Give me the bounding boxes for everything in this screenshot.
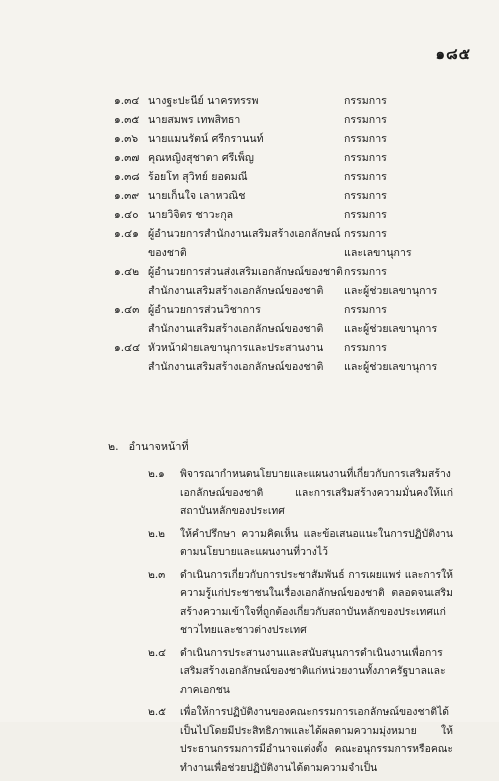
member-role bbox=[344, 225, 444, 263]
member-role-line: และผู้ช่วยเลขานุการ bbox=[344, 361, 438, 373]
member-name bbox=[148, 92, 344, 111]
section-heading bbox=[108, 438, 189, 455]
member-role-line: กรรมการ bbox=[344, 152, 387, 164]
member-role bbox=[344, 187, 444, 206]
member-name-line: นายเก็นใจ เลาหวณิช bbox=[148, 190, 246, 202]
member-row bbox=[114, 263, 444, 301]
duty-item bbox=[148, 566, 453, 640]
duty-list bbox=[148, 465, 453, 781]
member-role bbox=[344, 168, 444, 187]
member-number: ๑.๓๕ bbox=[114, 114, 140, 126]
member-role-line: กรรมการ bbox=[344, 304, 387, 316]
member-row bbox=[114, 168, 444, 187]
duty-number: ๒.๒ bbox=[148, 527, 166, 540]
member-name bbox=[148, 339, 344, 377]
member-name-line: นายสมพร เทพสิทธา bbox=[148, 114, 241, 126]
duty-item bbox=[148, 644, 453, 700]
member-row bbox=[114, 92, 444, 111]
member-role-line: และเลขานุการ bbox=[344, 247, 412, 259]
duty-item bbox=[148, 465, 453, 521]
member-name bbox=[148, 225, 344, 263]
member-number: ๑.๓๖ bbox=[114, 133, 139, 145]
member-name bbox=[148, 301, 344, 339]
member-role-line: กรรมการ bbox=[344, 133, 387, 145]
duty-item bbox=[148, 525, 453, 562]
member-number: ๑.๔๓ bbox=[114, 304, 140, 316]
member-name-line: นายวิจิตร ชาวะกุล bbox=[148, 209, 234, 221]
member-number: ๑.๔๔ bbox=[114, 342, 141, 354]
member-row bbox=[114, 111, 444, 130]
member-role-line: กรรมการ bbox=[344, 342, 387, 354]
duty-number: ๒.๔ bbox=[148, 646, 167, 659]
member-row bbox=[114, 149, 444, 168]
member-role-line: และผู้ช่วยเลขานุการ bbox=[344, 285, 438, 297]
member-name bbox=[148, 206, 344, 225]
duty-item bbox=[148, 703, 453, 777]
member-name bbox=[148, 263, 344, 301]
member-name-line: คุณหญิงสุชาดา ศรีเพ็ญ bbox=[148, 152, 254, 164]
duty-text: ดำเนินการเกี่ยวกับการประชาสัมพันธ์ การเผยแพร่ และการให้ความรู้แก่ประชาชนในเรื่องเอกลักษณ์ของชาติ ตลอดจนเสริมสร้างความเข้าใจที่ถูกต้องเกี่ยวกับสถาบันหลักของประเทศแก่ชาวไทยและชาวต่างประเทศ bbox=[180, 568, 453, 636]
member-role bbox=[344, 92, 444, 111]
member-number: ๑.๓๘ bbox=[114, 171, 140, 183]
member-role bbox=[344, 206, 444, 225]
member-role-line: กรรมการ bbox=[344, 190, 387, 202]
member-number: ๑.๔๑ bbox=[114, 228, 139, 240]
member-list bbox=[114, 92, 444, 377]
member-name-line: หัวหน้าฝ่ายเลขานุการและประสานงาน bbox=[148, 342, 324, 354]
member-role bbox=[344, 339, 444, 377]
section-title: อำนาจหน้าที่ bbox=[128, 440, 189, 453]
member-name-line: สำนักงานเสริมสร้างเอกลักษณ์ของชาติ bbox=[148, 323, 324, 335]
member-name-line: ของชาติ bbox=[148, 247, 187, 259]
duty-text: ดำเนินการประสานงานและสนับสนุนการดำเนินงานเพื่อการเสริมสร้างเอกลักษณ์ของชาติแก่หน่วยงานทั้งภาครัฐบาลและภาคเอกชน bbox=[180, 646, 446, 696]
member-row bbox=[114, 339, 444, 377]
member-role-line: กรรมการ bbox=[344, 209, 387, 221]
member-name bbox=[148, 111, 344, 130]
duty-text: พิจารณากำหนดนโยบายและแผนงานที่เกี่ยวกับการเสริมสร้างเอกลักษณ์ของชาติ และการเสริมสร้างความมั่นคงให้แก่สถาบันหลักของประเทศ bbox=[180, 468, 453, 517]
duty-number: ๒.๑ bbox=[148, 468, 165, 480]
member-name-line: ผู้อำนวยการสำนักงานเสริมสร้างเอกลักษณ์ bbox=[148, 228, 341, 240]
page-number: ๑๘๕ bbox=[435, 45, 471, 63]
member-row bbox=[114, 225, 444, 263]
member-name-line: นางฐะปะนีย์ นาครทรรพ bbox=[148, 95, 259, 107]
member-number: ๑.๔๒ bbox=[114, 266, 140, 278]
member-role-line: กรรมการ bbox=[344, 95, 387, 107]
member-name bbox=[148, 149, 344, 168]
member-role-line: กรรมการ bbox=[344, 171, 387, 183]
member-row bbox=[114, 187, 444, 206]
member-role-line: กรรมการ bbox=[344, 114, 387, 126]
member-role-line: กรรมการ bbox=[344, 228, 387, 240]
member-row bbox=[114, 130, 444, 149]
member-role bbox=[344, 263, 444, 301]
member-role bbox=[344, 111, 444, 130]
section-number: ๒. bbox=[108, 440, 119, 453]
member-row bbox=[114, 301, 444, 339]
member-name-line: สำนักงานเสริมสร้างเอกลักษณ์ของชาติ bbox=[148, 361, 324, 373]
duty-text: เพื่อให้การปฏิบัติงานของคณะกรรมการเอกลักษณ์ของชาติได้เป็นไปโดยมีประสิทธิภาพและได้ผลตามความมุ่งหมาย ให้ประธานกรรมการมีอำนาจแต่งตั้ง คณะอนุกรรมการหรือคณะทำงานเพื่อช่วยปฏิบัติงานได้ตามความจำเป็น bbox=[180, 706, 453, 774]
member-name bbox=[148, 168, 344, 187]
member-name-line: ร้อยโท สุวิทย์ ยอดมณี bbox=[148, 171, 248, 183]
member-role bbox=[344, 301, 444, 339]
member-name-line: นายแมนรัตน์ ศรีกรานนท์ bbox=[148, 133, 264, 145]
member-role bbox=[344, 130, 444, 149]
member-number: ๑.๓๙ bbox=[114, 190, 140, 202]
member-role-line: และผู้ช่วยเลขานุการ bbox=[344, 323, 438, 335]
member-name-line: ผู้อำนวยการส่วนส่งเสริมเอกลักษณ์ของชาติ bbox=[148, 266, 343, 278]
member-name bbox=[148, 130, 344, 149]
member-role bbox=[344, 149, 444, 168]
member-row bbox=[114, 206, 444, 225]
duty-number: ๒.๓ bbox=[148, 568, 166, 581]
member-name-line: ผู้อำนวยการส่วนวิชาการ bbox=[148, 304, 261, 316]
member-name bbox=[148, 187, 344, 206]
member-number: ๑.๔๐ bbox=[114, 209, 139, 221]
member-role-line: กรรมการ bbox=[344, 266, 387, 278]
member-number: ๑.๓๗ bbox=[114, 152, 140, 164]
member-name-line: สำนักงานเสริมสร้างเอกลักษณ์ของชาติ bbox=[148, 285, 324, 297]
duty-number: ๒.๕ bbox=[148, 706, 167, 718]
member-number: ๑.๓๔ bbox=[114, 95, 140, 107]
duty-text: ให้คำปรึกษา ความคิดเห็น และข้อเสนอแนะในการปฏิบัติงานตามนโยบายและแผนงานที่วางไว้ bbox=[180, 527, 453, 558]
